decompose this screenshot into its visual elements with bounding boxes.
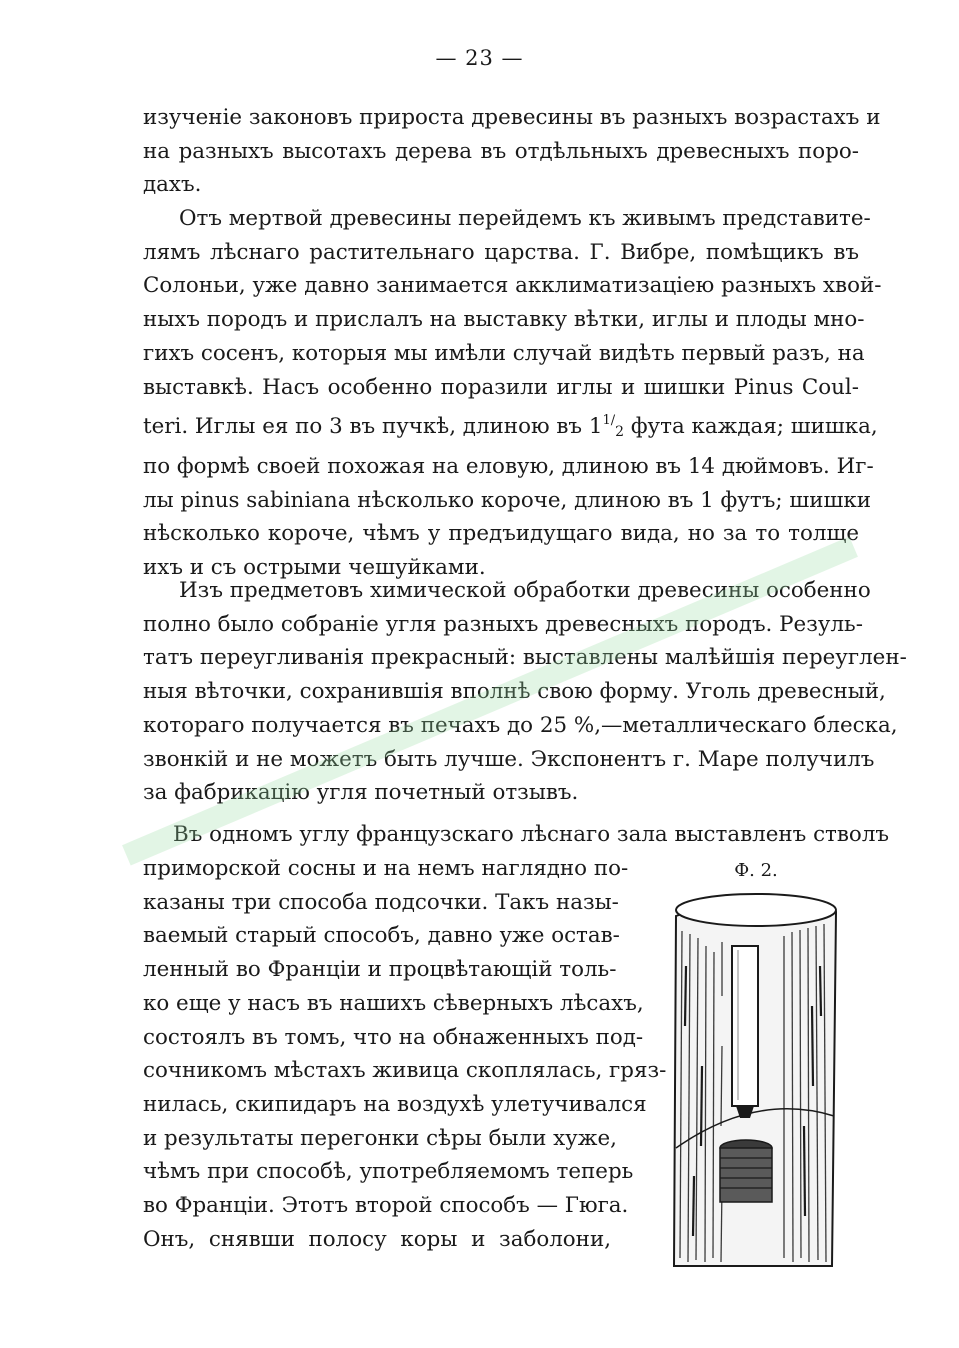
text-line: гихъ сосенъ, которыя мы имѣли случай видѣть первый разъ, на bbox=[143, 340, 865, 366]
text-line: казаны три способа подсочки. Такъ назы- bbox=[143, 889, 619, 915]
text-line: сочникомъ мѣстахъ живица скоплялась, гряз- bbox=[143, 1058, 667, 1084]
text-line: Отъ мертвой древесины перейдемъ къ живымъ представите- bbox=[179, 206, 871, 231]
paragraph-3 bbox=[143, 574, 907, 810]
text-line: нѣсколько короче, чѣмъ у предъидущаго вида, но за то толще bbox=[143, 521, 859, 547]
text-line: Въ одномъ углу французскаго лѣснаго зала выставленъ стволъ bbox=[173, 822, 890, 847]
text-line: по формѣ своей похожая на еловую, длиною въ 14 дюймовъ. Иг- bbox=[143, 453, 874, 479]
text-line-with-fraction bbox=[143, 404, 878, 450]
text-line: на разныхъ высотахъ дерева въ отдѣльныхъ древесныхъ поро- bbox=[143, 138, 859, 164]
text-line: дахъ. bbox=[143, 172, 202, 198]
text-line: ваемый старый способъ, давно уже остав- bbox=[143, 923, 620, 949]
text-line: Изъ предметовъ химической обработки древесины особенно bbox=[179, 578, 871, 603]
text-line: ленный во Францiи и процвѣтающiй толь- bbox=[143, 957, 617, 983]
text-line: чѣмъ при способѣ, употребляемомъ теперь bbox=[143, 1159, 634, 1185]
text-line: во Францiи. Этотъ второй способъ — Гюга. bbox=[143, 1193, 629, 1219]
text-line: за фабрикацiю угля почетный отзывъ. bbox=[143, 780, 579, 806]
text-line: звонкiй и не можетъ быть лучше. Экспонентъ г. Маре получилъ bbox=[143, 746, 875, 772]
text-segment: фута каждая; шишка, bbox=[624, 414, 878, 440]
text-line: и результаты перегонки сѣры были хуже, bbox=[143, 1125, 617, 1151]
text-line: полно было собранiе угля разныхъ древесныхъ породъ. Резуль- bbox=[143, 611, 863, 637]
text-line: ко еще у насъ въ нашихъ сѣверныхъ лѣсахъ, bbox=[143, 990, 644, 1016]
figure-2 bbox=[666, 860, 846, 1270]
text-line: лямъ лѣснаго растительнаго царства. Г. Вибре, помѣщикъ въ bbox=[143, 239, 859, 265]
paragraph-4 bbox=[143, 818, 890, 852]
fraction-numerator: 1/ bbox=[602, 413, 616, 429]
text-line: лы pinus sabiniana нѣсколько короче, длиною въ 1 футъ; шишки bbox=[143, 487, 871, 513]
page-number: — 23 — bbox=[435, 46, 524, 70]
fraction-denominator: 2 bbox=[615, 424, 625, 441]
text-line: ныхъ породъ и прислалъ на выставку вѣтки, иглы и плоды мно- bbox=[143, 307, 865, 333]
paragraph-1 bbox=[143, 101, 881, 202]
text-line: Солоньи, уже давно занимается акклиматизацiею разныхъ хвой- bbox=[143, 273, 882, 299]
paragraph-5 bbox=[143, 852, 667, 1256]
text-segment: teri. Иглы ея по 3 въ пучкѣ, длиною въ 1 bbox=[143, 414, 603, 440]
text-line: ихъ и съ острыми чешуйками. bbox=[143, 555, 486, 581]
text-line: татъ переугливанiя прекрасный: выставлены малѣйшiя переуглен- bbox=[143, 645, 907, 671]
text-line: ныя вѣточки, сохранившiя вполнѣ свою форму. Уголь древесный, bbox=[143, 679, 886, 705]
text-line: нилась, скипидаръ на воздухѣ улетучивался bbox=[143, 1091, 647, 1117]
text-line: приморской сосны и на немъ наглядно по- bbox=[143, 856, 629, 881]
pine-trunk-illustration bbox=[666, 886, 846, 1271]
text-line: Онъ, снявши полосу коры и заболони, bbox=[143, 1226, 611, 1252]
text-line: выставкѣ. Насъ особенно поразили иглы и шишки Pinus Coul- bbox=[143, 374, 859, 400]
text-line: изученіе законовъ прироста древесины въ разныхъ возрастахъ и bbox=[143, 105, 881, 130]
paragraph-2 bbox=[143, 202, 882, 585]
text-line: состоялъ въ томъ, что на обнаженныхъ под- bbox=[143, 1024, 644, 1050]
figure-label: Ф. 2. bbox=[734, 860, 778, 881]
text-line: котораго получается въ печахъ до 25 %,—металлическаго блеска, bbox=[143, 712, 898, 738]
